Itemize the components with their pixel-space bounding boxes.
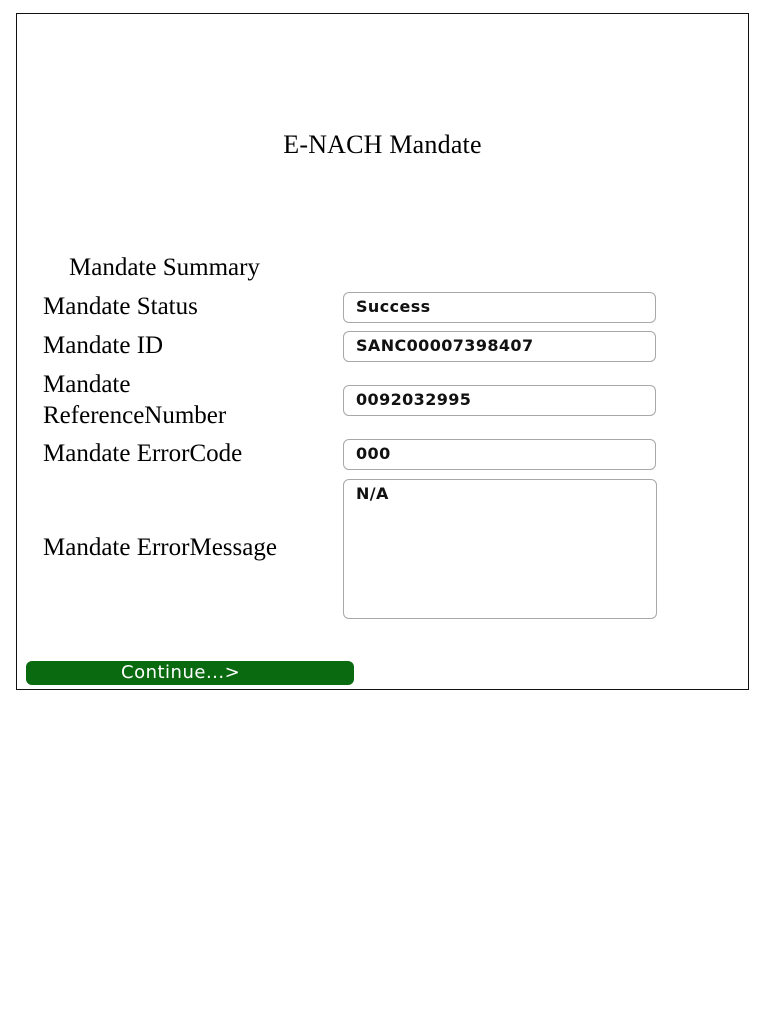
mandate-status-field[interactable]: Success bbox=[343, 292, 656, 323]
error-code-label: Mandate ErrorCode bbox=[43, 440, 243, 467]
error-message-textarea[interactable]: N/A bbox=[343, 479, 657, 619]
mandate-panel bbox=[16, 13, 749, 690]
reference-number-field[interactable]: 0092032995 bbox=[343, 385, 656, 416]
mandate-status-label: Mandate Status bbox=[43, 293, 198, 320]
reference-number-label bbox=[43, 369, 226, 431]
error-code-field[interactable]: 000 bbox=[343, 439, 656, 470]
summary-heading: Mandate Summary bbox=[69, 254, 260, 281]
page-title: E-NACH Mandate bbox=[283, 130, 482, 159]
error-message-label: Mandate ErrorMessage bbox=[43, 534, 277, 561]
reference-number-label-line1: Mandate bbox=[43, 371, 131, 398]
continue-button[interactable]: Continue...> bbox=[26, 661, 354, 685]
mandate-id-label: Mandate ID bbox=[43, 332, 164, 359]
reference-number-label-line2: ReferenceNumber bbox=[43, 402, 227, 429]
mandate-id-field[interactable]: SANC00007398407 bbox=[343, 331, 656, 362]
